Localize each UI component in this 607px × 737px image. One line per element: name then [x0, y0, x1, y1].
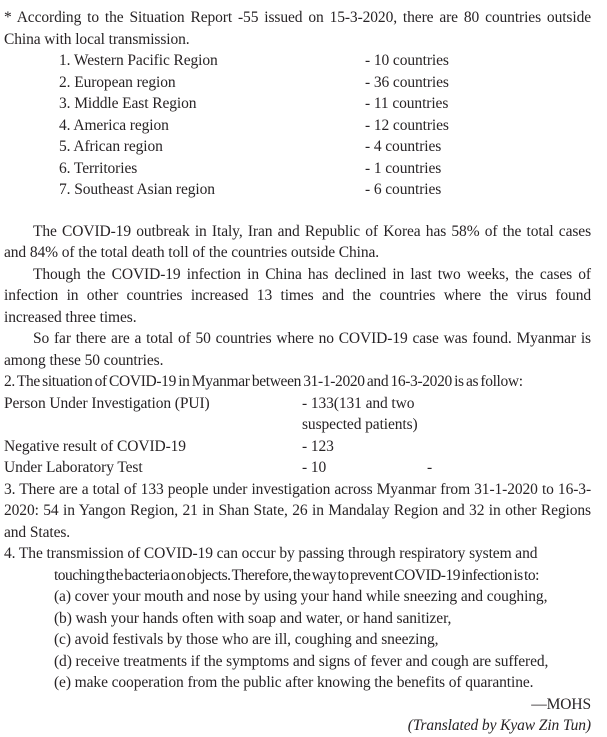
region-count: - 12 countries: [365, 116, 449, 134]
pui-row-extra-dash: -: [427, 459, 433, 476]
region-label: 2. European region: [59, 73, 176, 91]
region-count: - 4 countries: [365, 138, 442, 155]
signature: —MOHS: [531, 695, 591, 713]
prevention-item-e: (e) make cooperation from the public after knowing the benefits of quarantine.: [54, 674, 534, 691]
section2-heading: 2. The situation of COVID-19 in Myanmar between 31-1-2020 and 16-3-2020 is as follow:: [4, 373, 523, 390]
region-list-item: [4, 72, 591, 94]
pui-table-row: [4, 436, 591, 458]
region-list-item: [4, 93, 591, 115]
region-count: - 1 countries: [365, 159, 442, 177]
prevention-item-a: (a) cover your mouth and nose by using your hand while sneezing and coughing,: [54, 588, 548, 605]
section3-paragraph: 3. There are a total of 133 people under investigation across Myanmar from 31-1-2020 to 16-3-2020: 54 in Yangon Region, 21 in Shan State, 26 in Mandalay Region and 32 in other Regions and States.: [4, 480, 591, 541]
prevention-item-b: (b) wash your hands often with soap and water, or hand sanitizer,: [54, 609, 452, 627]
prevention-item-c: (c) avoid festivals by those who are ill, coughing and sneezing,: [54, 631, 439, 648]
pui-row-label: Person Under Investigation (PUI): [4, 394, 210, 412]
region-list-item: [4, 136, 591, 158]
translator-credit: (Translated by Kyaw Zin Tun): [407, 717, 591, 734]
region-count: - 10 countries: [365, 52, 449, 69]
region-label: 7. Southeast Asian region: [59, 181, 215, 198]
region-label: 3. Middle East Region: [59, 95, 197, 112]
region-list: [4, 50, 591, 201]
region-label: 1. Western Pacific Region: [59, 52, 218, 69]
region-list-item: [4, 179, 591, 201]
region-label: 4. America region: [59, 116, 169, 134]
body-paragraph-no-case-countries: So far there are a total of 50 countries where no COVID-19 case was found. Myanmar is among these 50 countries.: [4, 330, 591, 369]
region-list-item: [4, 50, 591, 72]
region-label: 5. African region: [59, 138, 163, 155]
section4-lead: [4, 543, 591, 586]
body-paragraph-outbreak: The COVID-19 outbreak in Italy, Iran and Republic of Korea has 58% of the total cases and 84% of the total death toll of the countries outside China.: [4, 222, 591, 261]
pui-table-row: [4, 393, 591, 436]
prevention-item-d: (d) receive treatments if the symptoms and signs of fever and cough are suffered,: [54, 652, 549, 670]
region-count: - 11 countries: [365, 95, 449, 112]
pui-row-label: Under Laboratory Test: [4, 459, 143, 476]
pui-row-label: Negative result of COVID-19: [4, 437, 186, 455]
pui-row-value: - 10: [302, 459, 327, 476]
region-count: - 36 countries: [365, 73, 449, 91]
region-list-item: [4, 158, 591, 180]
pui-row-extra: [427, 393, 591, 436]
pui-table-row: [4, 457, 591, 479]
pui-row-value: - 123: [302, 437, 334, 455]
intro-paragraph: * According to the Situation Report -55 issued on 15-3-2020, there are 80 countries outside China with local transmission.: [4, 9, 591, 48]
pui-table: [4, 393, 591, 479]
body-paragraph-infection-trend: Though the COVID-19 infection in China has declined in last two weeks, the cases of infection in other countries increased 13 times and the countries where the virus found increased three times.: [4, 265, 591, 326]
prevention-list: [4, 586, 591, 694]
section4-lead-line-compressed: touching the bacteria on objects. Therefore, the way to prevent COVID-19 infection is to:: [54, 566, 539, 584]
pui-row-extra: [427, 436, 591, 458]
region-list-item: [4, 115, 591, 137]
section4-lead-line: 4. The transmission of COVID-19 can occur by passing through respiratory system and: [4, 545, 538, 562]
region-count: - 6 countries: [365, 181, 442, 198]
paragraph-gap: [4, 201, 591, 221]
region-label: 6. Territories: [59, 159, 138, 177]
pui-row-value: - 133(131 and two suspected patients): [302, 394, 418, 433]
